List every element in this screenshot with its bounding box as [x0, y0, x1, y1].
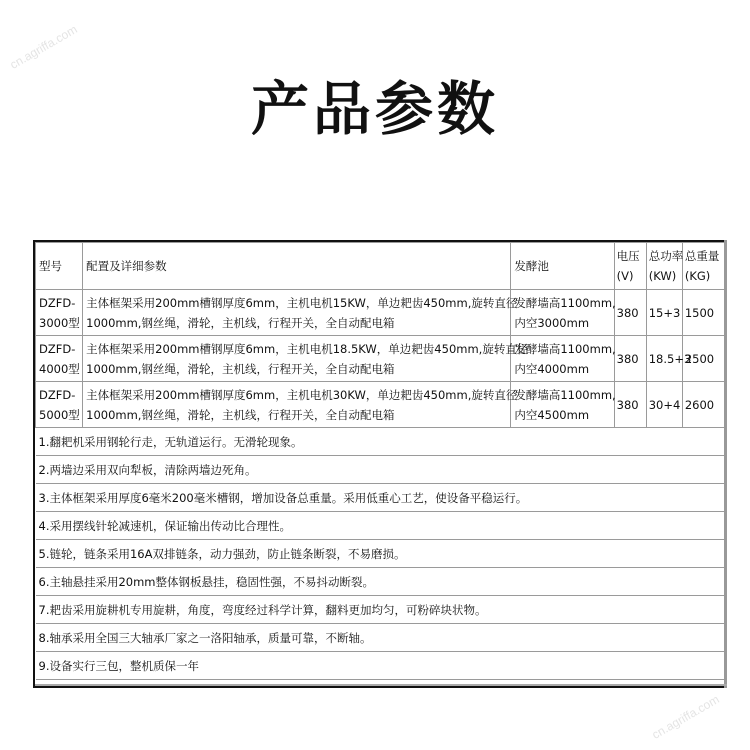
header-voltage: [614, 243, 646, 290]
table-header-row: [36, 243, 727, 290]
model-prefix: DZFD-: [39, 387, 76, 402]
cell-power: 18.5+3: [646, 336, 682, 382]
pool-line-2: 内空4500mm: [514, 407, 590, 422]
table-bottom-edge: [35, 684, 727, 686]
note-row: [36, 540, 727, 568]
pool-line-1: 发酵墙高1100mm,: [514, 387, 616, 402]
pool-line-1: 发酵墙高1100mm,: [514, 341, 616, 356]
cell-power: 15+3: [646, 290, 682, 336]
cell-pool: [511, 382, 614, 428]
watermark-bottom-right: cn.agriffa.com: [649, 692, 722, 742]
spec-table: [35, 242, 727, 680]
table-row: [36, 290, 727, 336]
note-text: 6.主轴悬挂采用20mm整体钢板悬挂，稳固性强，不易抖动断裂。: [36, 568, 727, 596]
config-line-1: 主体框架采用200mm槽钢厚度6mm，主机电机15KW，单边耙齿450mm,旋转直径: [86, 295, 518, 310]
config-line-2: 1000mm,钢丝绳，滑轮，主机线，行程开关，全自动配电箱: [86, 315, 395, 330]
cell-weight: 1500: [682, 290, 726, 336]
cell-pool: [511, 336, 614, 382]
page-title: 产品参数: [250, 75, 499, 143]
header-power-unit: (KW): [648, 269, 677, 283]
table-right-edge: [724, 240, 727, 688]
header-weight-label: 总重量: [684, 249, 720, 263]
spec-table-container: [33, 240, 727, 688]
note-row: [36, 512, 727, 540]
note-row: [36, 428, 727, 456]
cell-weight: 2500: [682, 336, 726, 382]
table-row: [36, 336, 727, 382]
config-line-1: 主体框架采用200mm槽钢厚度6mm，主机电机18.5KW，单边耙齿450mm,旋转直径: [86, 341, 529, 356]
model-prefix: DZFD-: [39, 341, 76, 356]
pool-line-2: 内空3000mm: [514, 315, 590, 330]
header-voltage-label: 电压: [616, 249, 640, 263]
cell-config: [83, 290, 518, 336]
cell-model: [36, 336, 83, 382]
header-voltage-unit: (V): [616, 269, 634, 283]
header-power-label: 总功率: [648, 249, 684, 263]
cell-power: 30+4: [646, 382, 682, 428]
watermark-top-left: cn.agriffa.com: [7, 22, 80, 72]
note-text: 7.耙齿采用旋耕机专用旋耕，角度，弯度经过科学计算，翻料更加均匀，可粉碎块状物。: [36, 596, 727, 624]
note-row: [36, 624, 727, 652]
model-prefix: DZFD-: [39, 295, 76, 310]
note-text: 4.采用摆线针轮减速机，保证输出传动比合理性。: [36, 512, 727, 540]
note-text: 8.轴承采用全国三大轴承厂家之一洛阳轴承，质量可靠，不断轴。: [36, 624, 727, 652]
cell-model: [36, 382, 83, 428]
pool-line-1: 发酵墙高1100mm,: [514, 295, 616, 310]
config-line-2: 1000mm,钢丝绳，滑轮，主机线，行程开关，全自动配电箱: [86, 407, 395, 422]
note-text: 3.主体框架采用厚度6毫米200毫米槽钢，增加设备总重量。采用低重心工艺，使设备平稳运行。: [36, 484, 727, 512]
config-line-2: 1000mm,钢丝绳，滑轮，主机线，行程开关，全自动配电箱: [86, 361, 395, 376]
header-weight-unit: (KG): [684, 269, 711, 283]
note-row: [36, 484, 727, 512]
model-suffix: 4000型: [39, 361, 80, 376]
note-text: 9.设备实行三包，整机质保一年: [36, 652, 727, 680]
header-pool: 发酵池: [511, 243, 614, 290]
model-suffix: 5000型: [39, 407, 80, 422]
note-text: 5.链轮，链条采用16A双排链条，动力强劲，防止链条断裂，不易磨损。: [36, 540, 727, 568]
header-model: 型号: [36, 243, 83, 290]
note-row: [36, 652, 727, 680]
cell-config: [83, 382, 518, 428]
table-row: [36, 382, 727, 428]
header-power: [646, 243, 682, 290]
pool-line-2: 内空4000mm: [514, 361, 590, 376]
note-row: [36, 456, 727, 484]
cell-config: [83, 336, 529, 382]
header-weight: [682, 243, 726, 290]
cell-voltage: 380: [614, 382, 646, 428]
note-text: 1.翻耙机采用钢轮行走，无轨道运行。无滑轮现象。: [36, 428, 727, 456]
cell-pool: [511, 290, 614, 336]
cell-voltage: 380: [614, 290, 646, 336]
note-row: [36, 568, 727, 596]
note-text: 2.两墙边采用双向犁板，清除两墙边死角。: [36, 456, 727, 484]
model-suffix: 3000型: [39, 315, 80, 330]
config-line-1: 主体框架采用200mm槽钢厚度6mm，主机电机30KW，单边耙齿450mm,旋转直径: [86, 387, 518, 402]
header-config: 配置及详细参数: [83, 243, 511, 290]
cell-model: [36, 290, 83, 336]
cell-voltage: 380: [614, 336, 646, 382]
cell-weight: 2600: [682, 382, 726, 428]
note-row: [36, 596, 727, 624]
